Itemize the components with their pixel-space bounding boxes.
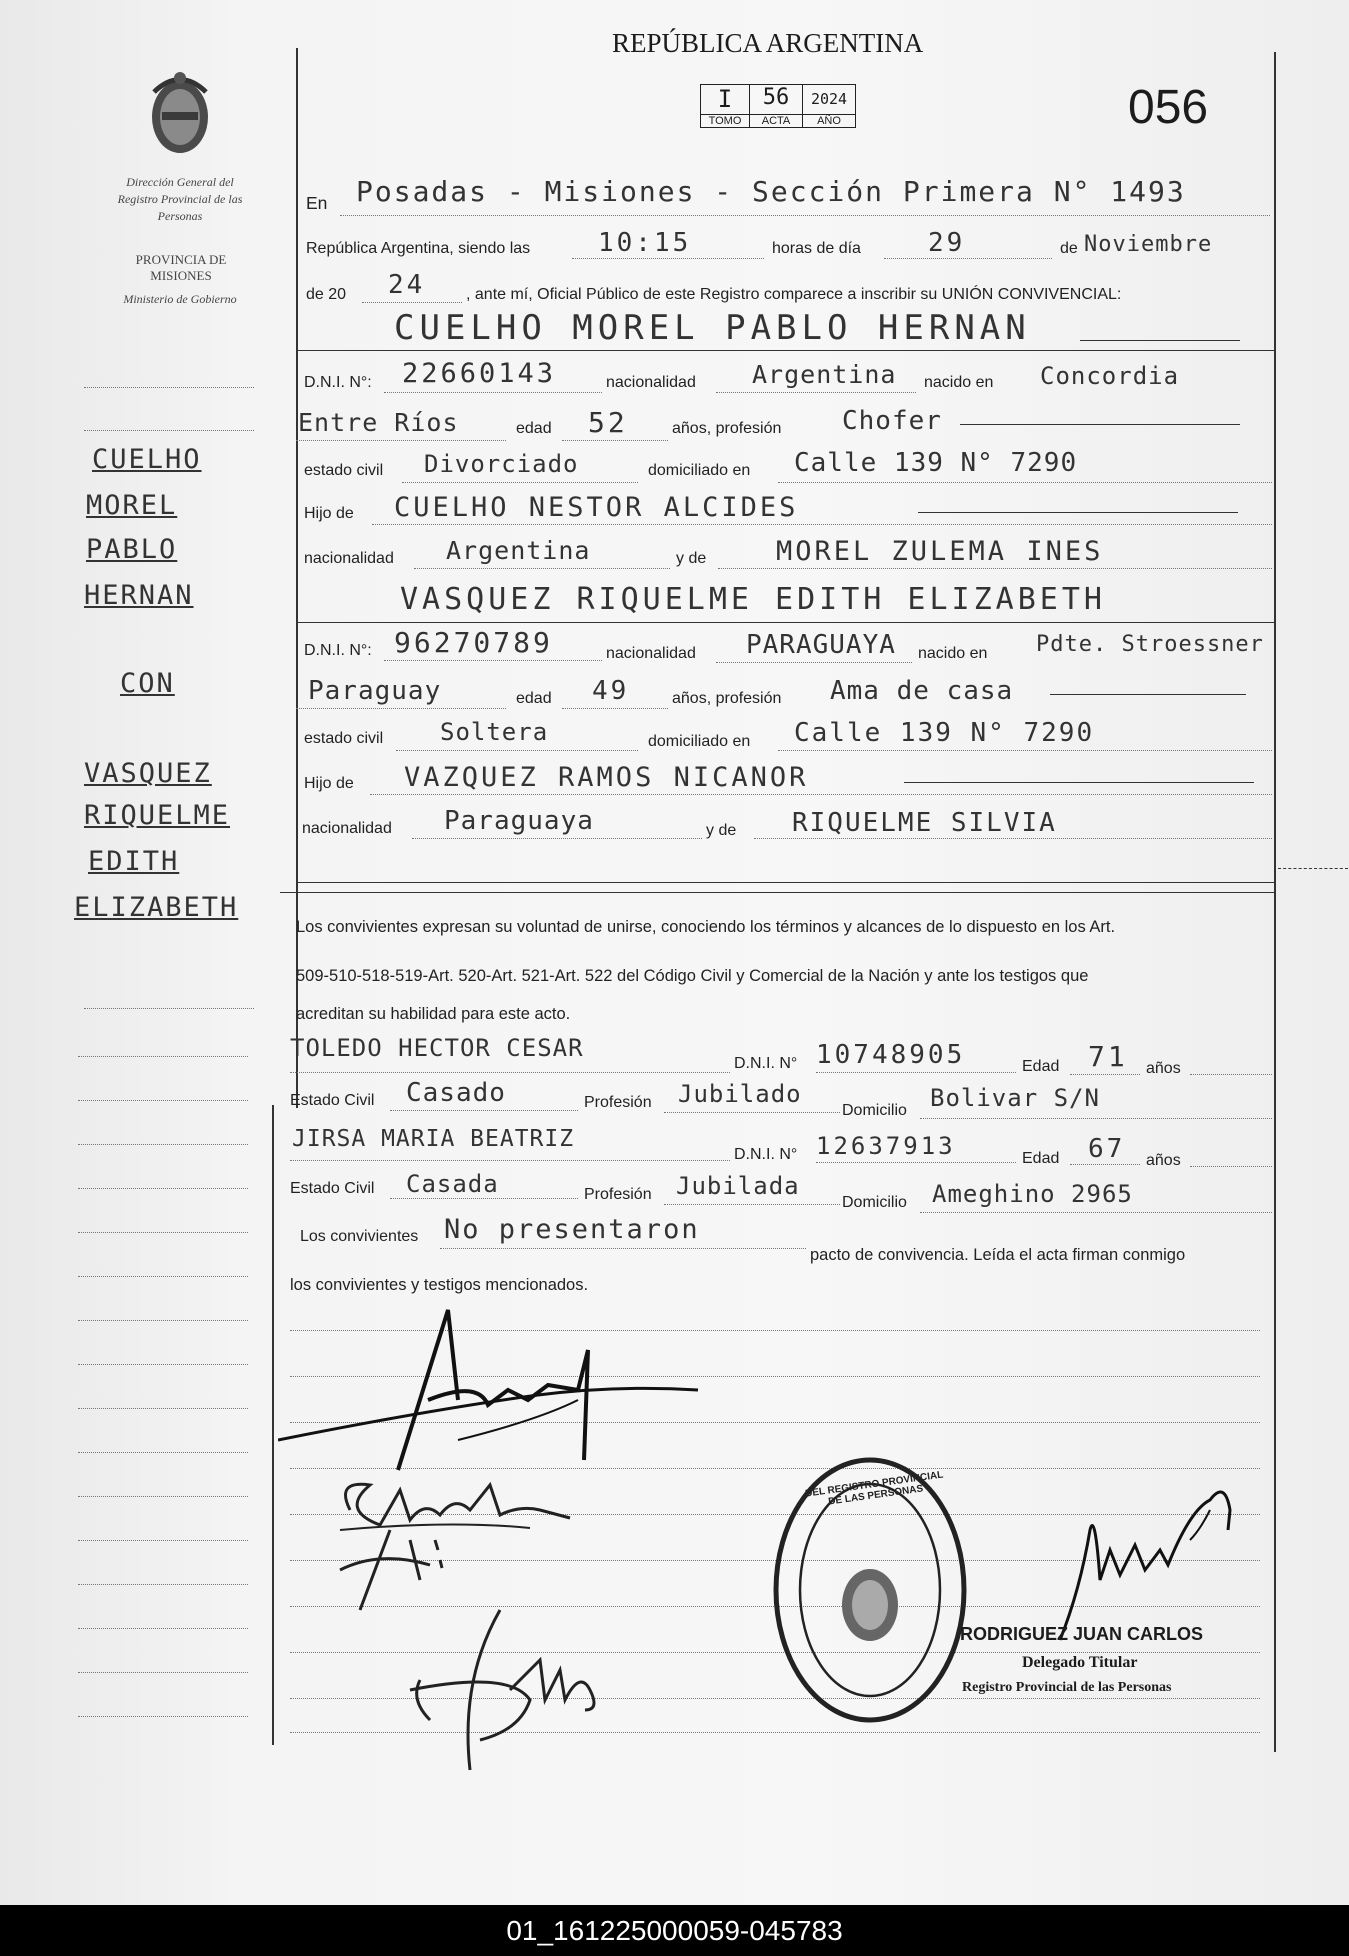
label-en: En: [306, 193, 328, 213]
p1-label-nacido: nacido en: [924, 374, 994, 391]
year: 24: [388, 270, 426, 300]
p2-dom: Calle 139 N° 7290: [794, 718, 1095, 748]
w1-civil: Casado: [406, 1078, 506, 1108]
sidebar-name-6: RIQUELME: [84, 800, 231, 831]
p2-label-nac: nacionalidad: [606, 645, 696, 662]
person1-fullname: CUELHO MOREL PABLO HERNAN: [394, 308, 1031, 348]
legal-line-1: Los convivientes expresan su voluntad de unirse, conociendo los términos y alcances de lo dispuesto en los Art.: [296, 918, 1116, 936]
w1-edad: 71: [1088, 1040, 1128, 1073]
coat-of-arms-icon: [140, 62, 220, 167]
pacto-value: No presentaron: [444, 1214, 700, 1245]
p2-edad: 49: [592, 676, 630, 706]
p2-label-edad: edad: [516, 690, 552, 707]
w2-label-dom: Domicilio: [842, 1194, 907, 1211]
p2-nacido: Pdte. Stroessner: [1036, 632, 1264, 657]
anio-label: AÑO: [803, 114, 855, 127]
p1-label-nac2: nacionalidad: [304, 550, 394, 567]
p1-profesion: Chofer: [842, 406, 942, 436]
p2-padre-nac: Paraguaya: [444, 806, 594, 836]
legal-line-2: 509-510-518-519-Art. 520-Art. 521-Art. 522 del Código Civil y Comercial de la Nación y ante los testigos que: [296, 967, 1089, 985]
p1-label-anos: años, profesión: [672, 420, 782, 437]
acta-value: 56: [762, 85, 790, 110]
p2-label-dom: domiciliado en: [648, 733, 751, 750]
sidebar-name-3: PABLO: [86, 534, 178, 565]
p2-label-nac2: nacionalidad: [302, 820, 392, 837]
w1-dom: Bolivar S/N: [930, 1084, 1100, 1112]
w2-label-civil: Estado Civil: [290, 1180, 375, 1197]
p2-label-anos: años, profesión: [672, 690, 782, 707]
acta-label: ACTA: [750, 114, 802, 127]
w2-dom: Ameghino 2965: [932, 1180, 1133, 1208]
volume-box: [700, 84, 856, 128]
p1-edad: 52: [588, 406, 628, 439]
p1-label-hijo: Hijo de: [304, 505, 354, 522]
sidebar-name-4: HERNAN: [84, 580, 194, 611]
p2-dni: 96270789: [394, 626, 553, 659]
anio-value: 2024: [810, 90, 848, 108]
month: Noviembre: [1084, 232, 1213, 257]
ministry-name: Ministerio de Gobierno: [123, 292, 237, 306]
sidebar-name-2: MOREL: [86, 490, 178, 521]
label-convivientes: Los convivientes: [300, 1228, 419, 1245]
label-comparece: , ante mí, Oficial Público de este Registro comparece a inscribir su UNIÓN CONVIVENCIAL:: [466, 286, 1122, 303]
label-year: de 20: [306, 286, 347, 303]
p1-label-dni: D.N.I. N°:: [304, 374, 372, 391]
legal-line-3: acreditan su habilidad para este acto.: [296, 1005, 571, 1023]
closing-line-1: pacto de convivencia. Leída el acta firman conmigo: [810, 1246, 1186, 1264]
p1-padre-nac: Argentina: [446, 536, 591, 565]
w1-label-dom: Domicilio: [842, 1102, 907, 1119]
w1-label-dni: D.N.I. N°: [734, 1055, 798, 1072]
w1-label-prof: Profesión: [584, 1094, 652, 1111]
p2-label-yde: y de: [706, 822, 737, 839]
p1-label-civil: estado civil: [304, 462, 384, 479]
w2-edad: 67: [1088, 1134, 1126, 1164]
w2-dni: 12637913: [816, 1132, 956, 1160]
w1-dni: 10748905: [816, 1040, 966, 1070]
tomo-value: I: [717, 85, 733, 113]
p1-label-edad: edad: [516, 420, 552, 437]
hour: 10:15: [598, 228, 692, 258]
person2-fullname: VASQUEZ RIQUELME EDITH ELIZABETH: [400, 582, 1106, 617]
province-name: PROVINCIA DE MISIONES: [135, 252, 227, 283]
document-code: 01_161225000059-045783: [0, 1905, 1349, 1956]
closing-line-2: los convivientes y testigos mencionados.: [290, 1276, 589, 1294]
sidebar-name-7: EDITH: [88, 846, 180, 877]
sidebar-connector: CON: [120, 668, 175, 699]
w2-civil: Casada: [406, 1170, 499, 1198]
w2-label-anos: años: [1146, 1152, 1181, 1169]
label-republica: República Argentina, siendo las: [306, 240, 531, 257]
w2-label-edad: Edad: [1022, 1150, 1060, 1167]
p1-label-yde: y de: [676, 550, 707, 567]
signature-1: [278, 1290, 718, 1495]
place: Posadas - Misiones - Sección Primera N° 1493: [356, 175, 1186, 208]
p2-label-civil: estado civil: [304, 730, 384, 747]
officer-name: RODRIGUEZ JUAN CARLOS: [960, 1624, 1204, 1644]
label-de: de: [1060, 240, 1078, 257]
p2-profesion: Ama de casa: [830, 676, 1014, 706]
p1-civil: Divorciado: [424, 450, 579, 478]
p1-dni: 22660143: [402, 358, 557, 389]
officer-registry: Registro Provincial de las Personas: [962, 1680, 1172, 1695]
p2-label-nacido: nacido en: [918, 645, 988, 662]
witness1-name: TOLEDO HECTOR CESAR: [290, 1034, 584, 1062]
w2-label-prof: Profesión: [584, 1186, 652, 1203]
officer-title: Delegado Titular: [1022, 1654, 1138, 1671]
p1-label-nac: nacionalidad: [606, 374, 696, 391]
w1-label-civil: Estado Civil: [290, 1092, 375, 1109]
page-number: 056: [1128, 81, 1209, 134]
day: 29: [928, 228, 966, 258]
sidebar-name-1: CUELHO: [92, 444, 202, 475]
p2-nac: PARAGUAYA: [746, 630, 896, 660]
w2-label-dni: D.N.I. N°: [734, 1146, 798, 1163]
p1-nacido: Concordia: [1040, 362, 1180, 390]
p1-padre: CUELHO NESTOR ALCIDES: [394, 492, 799, 523]
p2-label-hijo: Hijo de: [304, 775, 354, 792]
p1-nac: Argentina: [752, 360, 897, 389]
w1-label-edad: Edad: [1022, 1058, 1060, 1075]
witness2-name: JIRSA MARIA BEATRIZ: [292, 1126, 575, 1152]
agency-name: Dirección General del Registro Provincial de las Personas: [117, 175, 243, 223]
p1-label-dom: domiciliado en: [648, 462, 751, 479]
p1-dom: Calle 139 N° 7290: [794, 448, 1078, 478]
country-title: REPÚBLICA ARGENTINA: [612, 28, 924, 58]
stamp-text: DEL REGISTRO PROVINCIAL DE LAS PERSONAS: [804, 1469, 944, 1508]
p2-padre: VAZQUEZ RAMOS NICANOR: [404, 762, 809, 793]
w2-prof: Jubilada: [676, 1172, 800, 1200]
tomo-label: TOMO: [701, 114, 749, 127]
label-horas: horas de día: [772, 240, 861, 257]
registry-stamp: [770, 1455, 970, 1730]
p2-madre: RIQUELME SILVIA: [792, 808, 1057, 838]
sidebar-name-8: ELIZABETH: [74, 892, 239, 923]
signature-4: [390, 1600, 610, 1795]
p2-label-dni: D.N.I. N°:: [304, 642, 372, 659]
p1-nacido-2: Entre Ríos: [298, 408, 459, 437]
sidebar-name-5: VASQUEZ: [84, 758, 212, 789]
w1-prof: Jubilado: [678, 1080, 802, 1108]
p2-nacido-2: Paraguay: [308, 676, 442, 706]
p1-madre: MOREL ZULEMA INES: [776, 536, 1104, 567]
w1-label-anos: años: [1146, 1060, 1181, 1077]
p2-civil: Soltera: [440, 718, 549, 746]
